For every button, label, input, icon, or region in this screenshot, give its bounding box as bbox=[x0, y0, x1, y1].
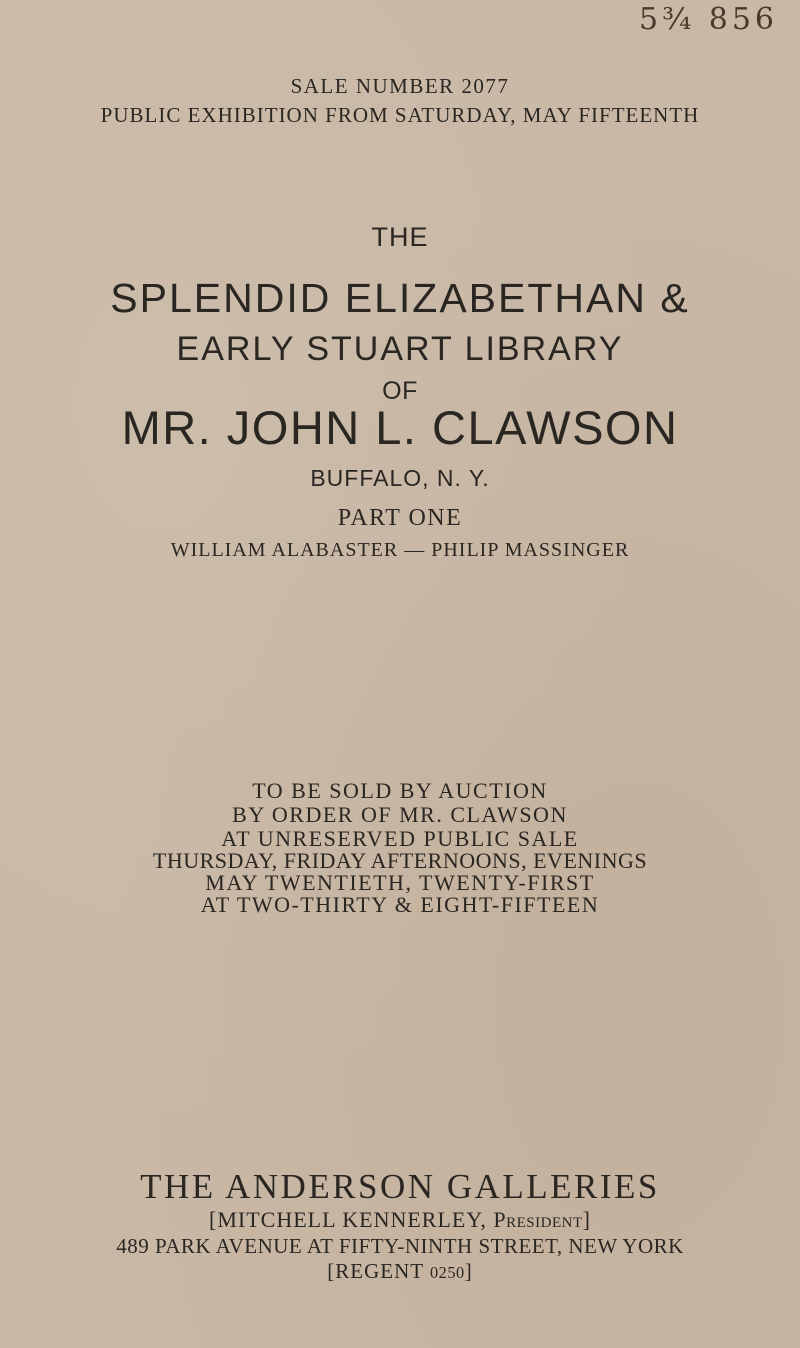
phone-exchange: [REGENT bbox=[327, 1259, 430, 1283]
president-title: President bbox=[493, 1207, 583, 1232]
auction-line-3: AT UNRESERVED PUBLIC SALE bbox=[221, 826, 579, 851]
sale-number: SALE NUMBER 2077 bbox=[290, 74, 510, 98]
owner-name: MR. JOHN L. CLAWSON bbox=[121, 401, 679, 454]
president-name: [MITCHELL KENNERLEY, bbox=[209, 1207, 494, 1232]
owner-place: BUFFALO, N. Y. bbox=[310, 465, 490, 491]
gallery-phone bbox=[0, 1259, 800, 1284]
exhibition-date: PUBLIC EXHIBITION FROM SATURDAY, MAY FIFTEENTH bbox=[100, 103, 700, 127]
gallery-president bbox=[0, 1207, 800, 1233]
gallery-address: 489 PARK AVENUE AT FIFTY-NINTH STREET, NEW YORK bbox=[116, 1234, 684, 1258]
auction-line-5: MAY TWENTIETH, TWENTY-FIRST bbox=[205, 870, 595, 895]
title-line-1: SPLENDID ELIZABETHAN & bbox=[110, 275, 690, 321]
title-of: OF bbox=[382, 377, 418, 405]
president-bracket: ] bbox=[582, 1207, 591, 1232]
phone-number: 0250 bbox=[429, 1263, 465, 1282]
auction-line-6: AT TWO-THIRTY & EIGHT-FIFTEEN bbox=[200, 892, 600, 917]
part-range: WILLIAM ALABASTER — PHILIP MASSINGER bbox=[170, 539, 630, 561]
auction-line-1: TO BE SOLD BY AUCTION bbox=[252, 778, 548, 803]
part-label: PART ONE bbox=[337, 505, 463, 531]
title-the: THE bbox=[371, 222, 429, 252]
title-line-2: EARLY STUART LIBRARY bbox=[176, 330, 624, 368]
handwritten-mark: 5¾ 856 bbox=[639, 2, 778, 37]
auction-line-2: BY ORDER OF MR. CLAWSON bbox=[232, 802, 568, 827]
phone-bracket: ] bbox=[464, 1259, 473, 1283]
gallery-name: THE ANDERSON GALLERIES bbox=[140, 1167, 660, 1206]
auction-line-4: THURSDAY, FRIDAY AFTERNOONS, EVENINGS bbox=[152, 848, 648, 873]
